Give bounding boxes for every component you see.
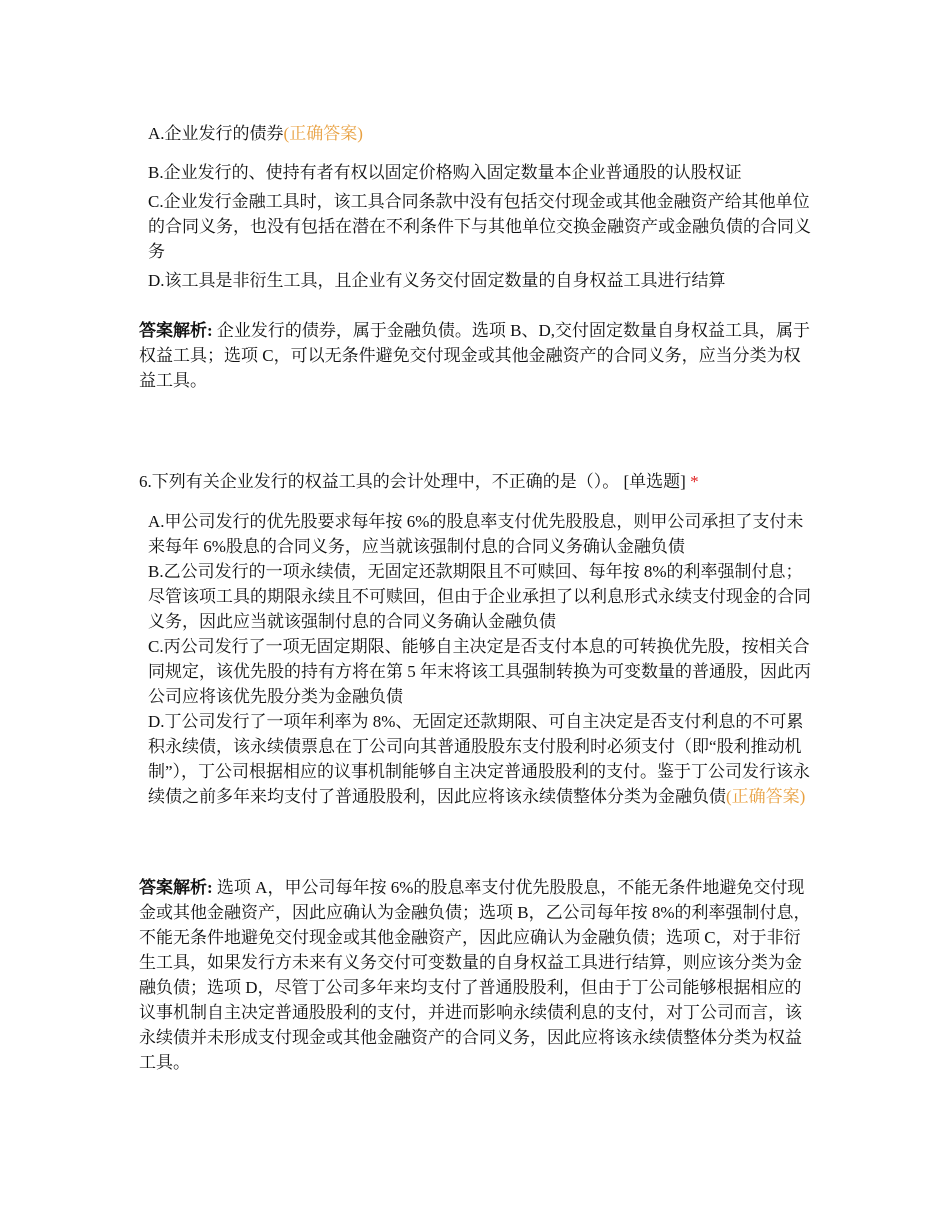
analysis-label: 答案解析: [139,321,213,340]
analysis-text: 选项 A，甲公司每年按 6%的股息率支付优先股股息，不能无条件地避免交付现金或其他金融资产，因此应确认为金融负债；选项 B，乙公司每年按 8%的利率强制付息，不能无条件地避免交付现金或其他金融资产，因此应确认为金融负债；选项 C，对于非衍生工具，如果发行方未来有义务交付可变数量的自身权益工具进行结算，则应该分类为金融负债；选项 D，尽管丁公司多年来均支付了普通股股利，但由于丁公司能够根据相应的议事机制自主决定普通股股利的支付，并进而影响永续债利息的支付，对丁公司而言，该永续债并未形成支付现金或其他金融资产的合同义务，因此应将该永续债整体分类为权益工具。 [139,878,811,1072]
correct-answer-mark: (正确答案) [726,787,806,806]
analysis-label: 答案解析: [139,878,213,897]
q5-option-a[interactable]: A.企业发行的债券(正确答案) [148,124,363,143]
q5-option-b[interactable]: B.企业发行的、使持有者有权以固定价格购入固定数量本企业普通股的认股权证 [148,163,742,182]
q6-option-c[interactable]: C.丙公司发行了一项无固定期限、能够自主决定是否支付本息的可转换优先股，按相关合同规定，该优先股的持有方将在第 5 年末将该工具强制转换为可变数量的普通股，因此丙公司应将该优先股分类为金融负债 [148,637,811,706]
q6-answer-analysis [139,875,814,1075]
q6-option-a[interactable]: A.甲公司发行的优先股要求每年按 6%的股息率支付优先股股息，则甲公司承担了支付未来每年 6%股息的合同义务，应当就该强制付息的合同义务确认金融负债 [148,512,804,556]
q6-options [148,509,813,809]
q5-answer-analysis [139,318,814,393]
q6-option-d[interactable]: D.丁公司发行了一项年利率为 8%、无固定还款期限、可自主决定是否支付利息的不可累积永续债，该永续债票息在丁公司向其普通股股东支付股利时必须支付（即“股利推动机制”），丁公司根据相应的议事机制能够自主决定普通股股利的支付。鉴于丁公司发行该永续债之前多年来均支付了普通股股利，因此应将该永续债整体分类为金融负债(正确答案) [148,712,811,806]
correct-answer-mark: (正确答案) [283,124,363,143]
q6-question-title: 6.下列有关企业发行的权益工具的会计处理中，不正确的是（）。 [单选题] * [139,472,699,491]
q6-option-b[interactable]: B.乙公司发行的一项永续债，无固定还款期限且不可赎回、每年按 8%的利率强制付息；尽管该项工具的期限永续且不可赎回，但由于企业承担了以利息形式永续支付现金的合同义务，因此应当就该强制付息的合同义务确认金融负债 [148,562,811,631]
q5-option-c[interactable]: C.企业发行金融工具时，该工具合同条款中没有包括交付现金或其他金融资产给其他单位的合同义务，也没有包括在潜在不利条件下与其他单位交换金融资产或金融负债的合同义务 [148,192,811,261]
q5-options [148,121,813,293]
analysis-text: 企业发行的债券，属于金融负债。选项 B、D,交付固定数量自身权益工具，属于权益工具；选项 C，可以无条件避免交付现金或其他金融资产的合同义务，应当分类为权益工具。 [139,321,811,390]
q5-option-d[interactable]: D.该工具是非衍生工具，且企业有义务交付固定数量的自身权益工具进行结算 [148,271,726,290]
required-star: * [690,472,699,491]
